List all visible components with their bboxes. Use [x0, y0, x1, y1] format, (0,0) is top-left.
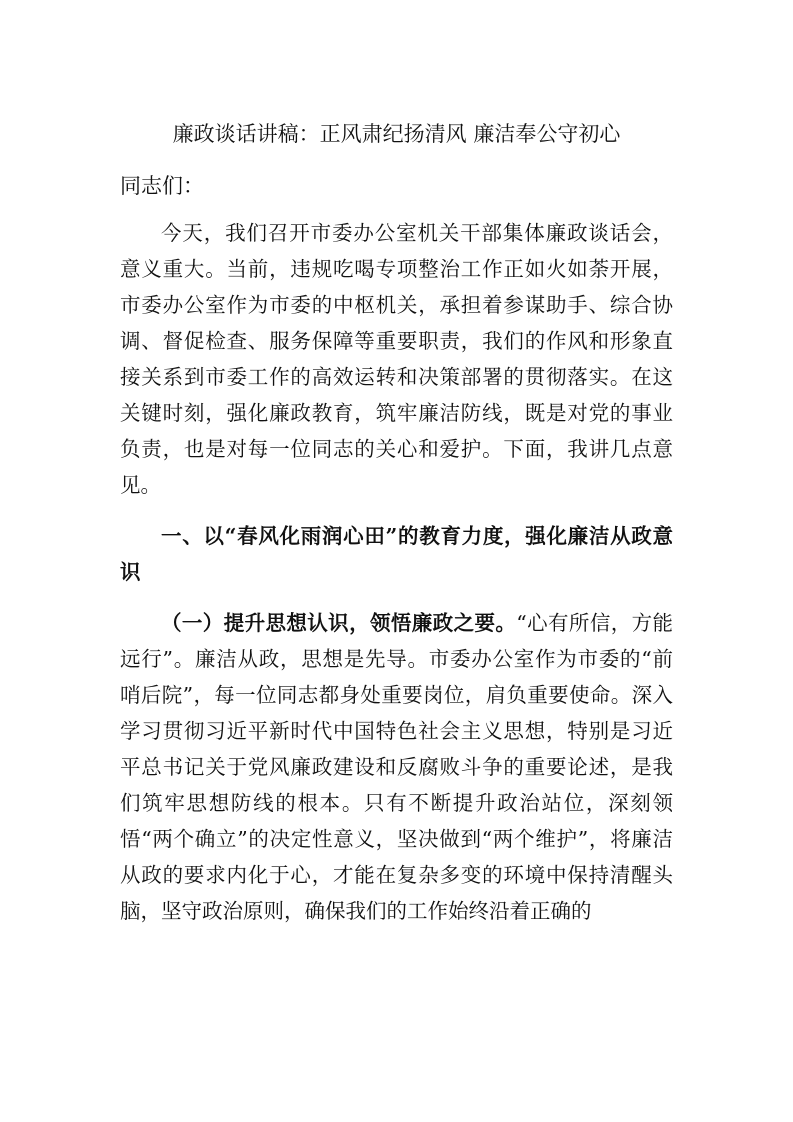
section-heading-1: 一、以“春风化雨润心田”的教育力度，强化廉洁从政意识: [120, 524, 673, 584]
subsection-text-1-1: “心有所信，方能远行”。廉洁从政，思想是先导。市委办公室作为市委的“前哨后院”，每一位同志都身处重要岗位，肩负重要使命。深入学习贯彻习近平新时代中国特色社会主义思想，特别是习近平总书记关于党风廉政建设和反腐败斗争的重要论述，是我们筑牢思想防线的根本。只有不断提升政治站位，深刻领悟“两个确立”的决定性意义，坚决做到“两个维护”，将廉洁从政的要求内化于心，才能在复杂多变的环境中保持清醒头脑，坚守政治原则，确保我们的工作始终沿着正确的: [120, 611, 674, 923]
subsection-title-1-1: （一）提升思想认识，领悟廉政之要。: [161, 611, 517, 635]
salutation: 同志们：: [120, 174, 204, 198]
paragraph-section-1-1: [120, 605, 673, 929]
document-title: 廉政谈话讲稿：正风肃纪扬清风 廉洁奉公守初心: [172, 122, 621, 146]
paragraph-intro: 今天，我们召开市委办公室机关干部集体廉政谈话会，意义重大。当前，违规吃喝专项整治工作正如火如荼开展，市委办公室作为市委的中枢机关，承担着参谋助手、综合协调、督促检查、服务保障等重要职责，我们的作风和形象直接关系到市委工作的高效运转和决策部署的贯彻落实。在这关键时刻，强化廉政教育，筑牢廉洁防线，既是对党的事业负责，也是对每一位同志的关心和爱护。下面，我讲几点意见。: [120, 221, 673, 497]
document-body: [120, 215, 673, 944]
